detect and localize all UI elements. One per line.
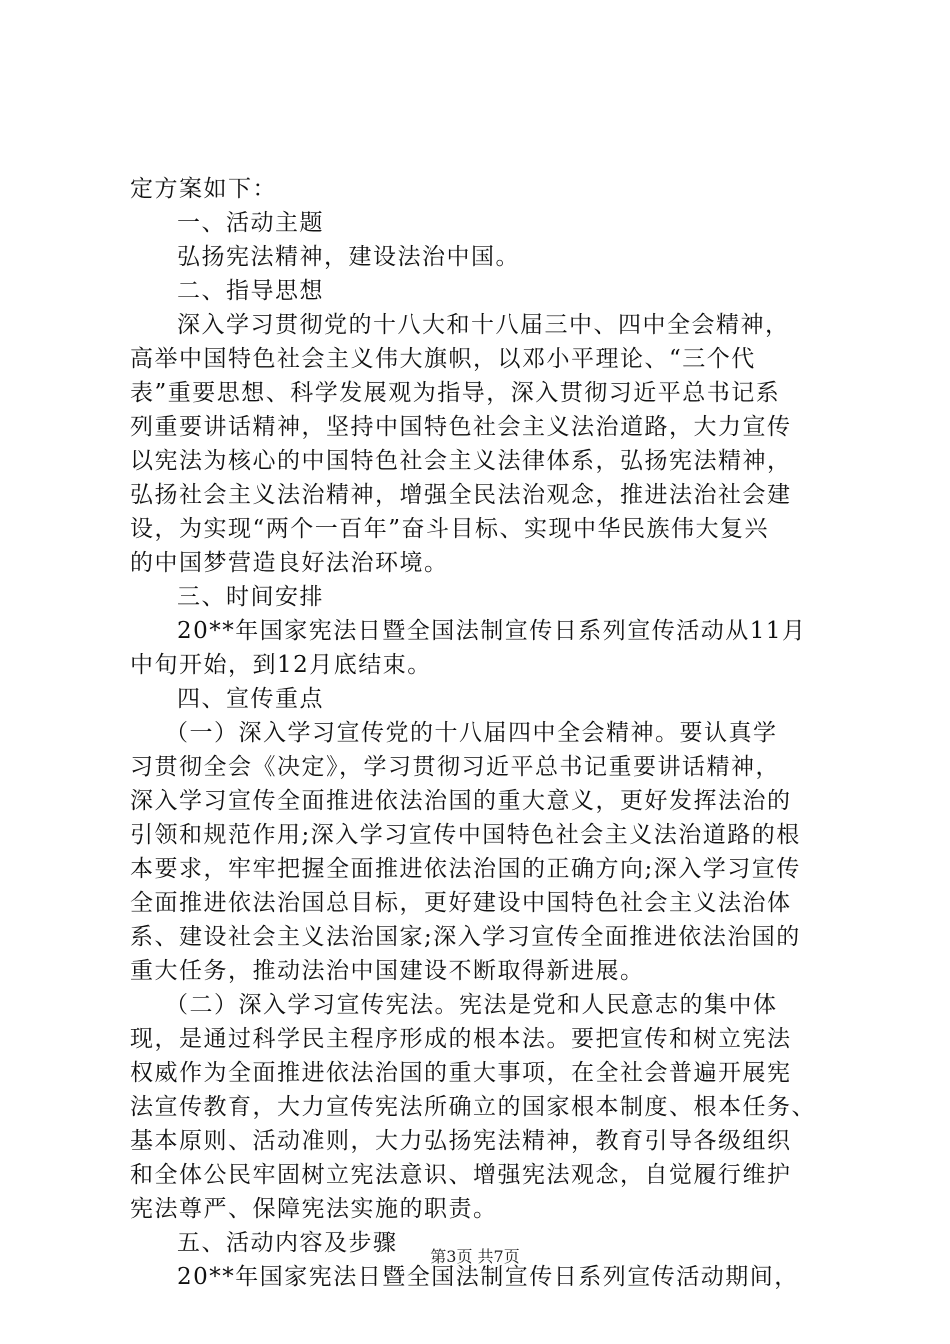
text-line: 中旬开始，到12月底结束。 (130, 652, 432, 678)
page-number-footer: 第3页 共7页 (430, 1247, 520, 1266)
text-line: 引领和规范作用;深入学习宣传中国特色社会主义法治道路的根 (130, 822, 801, 848)
text-line: 权威作为全面推进依法治国的重大事项，在全社会普遍开展宪 (130, 1060, 792, 1086)
section-heading: 四、宣传重点 (177, 686, 324, 712)
section-heading: 五、活动内容及步骤 (177, 1230, 398, 1256)
text-line: 20**年国家宪法日暨全国法制宣传日系列宣传活动期间， (177, 1264, 799, 1290)
text-line: 的中国梦营造良好法治环境。 (130, 550, 449, 576)
text-line: 弘扬社会主义法治精神，增强全民法治观念，推进法治社会建 (130, 482, 792, 508)
text-line: 设，为实现“两个一百年”奋斗目标、实现中华民族伟大复兴 (130, 516, 770, 542)
text-line: 重大任务，推动法治中国建设不断取得新进展。 (130, 958, 645, 984)
section-heading: 一、活动主题 (177, 210, 324, 236)
text-line: （一）深入学习宣传党的十八届四中全会精神。要认真学 (165, 720, 778, 746)
text-line: 以宪法为核心的中国特色社会主义法律体系，弘扬宪法精神， (130, 448, 792, 474)
section-heading: 二、指导思想 (177, 278, 324, 304)
text-line: 20**年国家宪法日暨全国法制宣传日系列宣传活动从11月 (177, 618, 807, 644)
text-line: 本要求，牢牢把握全面推进依法治国的正确方向;深入学习宣传 (130, 856, 801, 882)
text-line: 弘扬宪法精神，建设法治中国。 (177, 244, 520, 270)
text-line: 定方案如下： (130, 176, 277, 202)
text-line: 和全体公民牢固树立宪法意识、增强宪法观念，自觉履行维护 (130, 1162, 792, 1188)
text-line: 系、建设社会主义法治国家;深入学习宣传全面推进依法治国的 (130, 924, 801, 950)
text-line: 宪法尊严、保障宪法实施的职责。 (130, 1196, 498, 1222)
text-line: 深入学习贯彻党的十八大和十八届三中、四中全会精神， (177, 312, 790, 338)
text-line: 列重要讲话精神，坚持中国特色社会主义法治道路，大力宣传 (130, 414, 792, 440)
text-line: 高举中国特色社会主义伟大旗帜，以邓小平理论、“三个代 (130, 346, 756, 372)
text-line: 表”重要思想、科学发展观为指导，深入贯彻习近平总书记系 (130, 380, 781, 406)
text-line: 习贯彻全会《决定》，学习贯彻习近平总书记重要讲话精神， (130, 754, 780, 780)
text-line: 基本原则、活动准则，大力弘扬宪法精神，教育引导各级组织 (130, 1128, 792, 1154)
text-line: （二）深入学习宣传宪法。宪法是党和人民意志的集中体 (165, 992, 778, 1018)
text-line: 深入学习宣传全面推进依法治国的重大意义，更好发挥法治的 (130, 788, 792, 814)
section-heading: 三、时间安排 (177, 584, 324, 610)
text-line: 全面推进依法治国总目标，更好建设中国特色社会主义法治体 (130, 890, 792, 916)
text-line: 法宣传教育，大力宣传宪法所确立的国家根本制度、根本任务、 (130, 1094, 816, 1120)
text-line: 现，是通过科学民主程序形成的根本法。要把宣传和树立宪法 (130, 1026, 792, 1052)
document-body (130, 172, 830, 1294)
